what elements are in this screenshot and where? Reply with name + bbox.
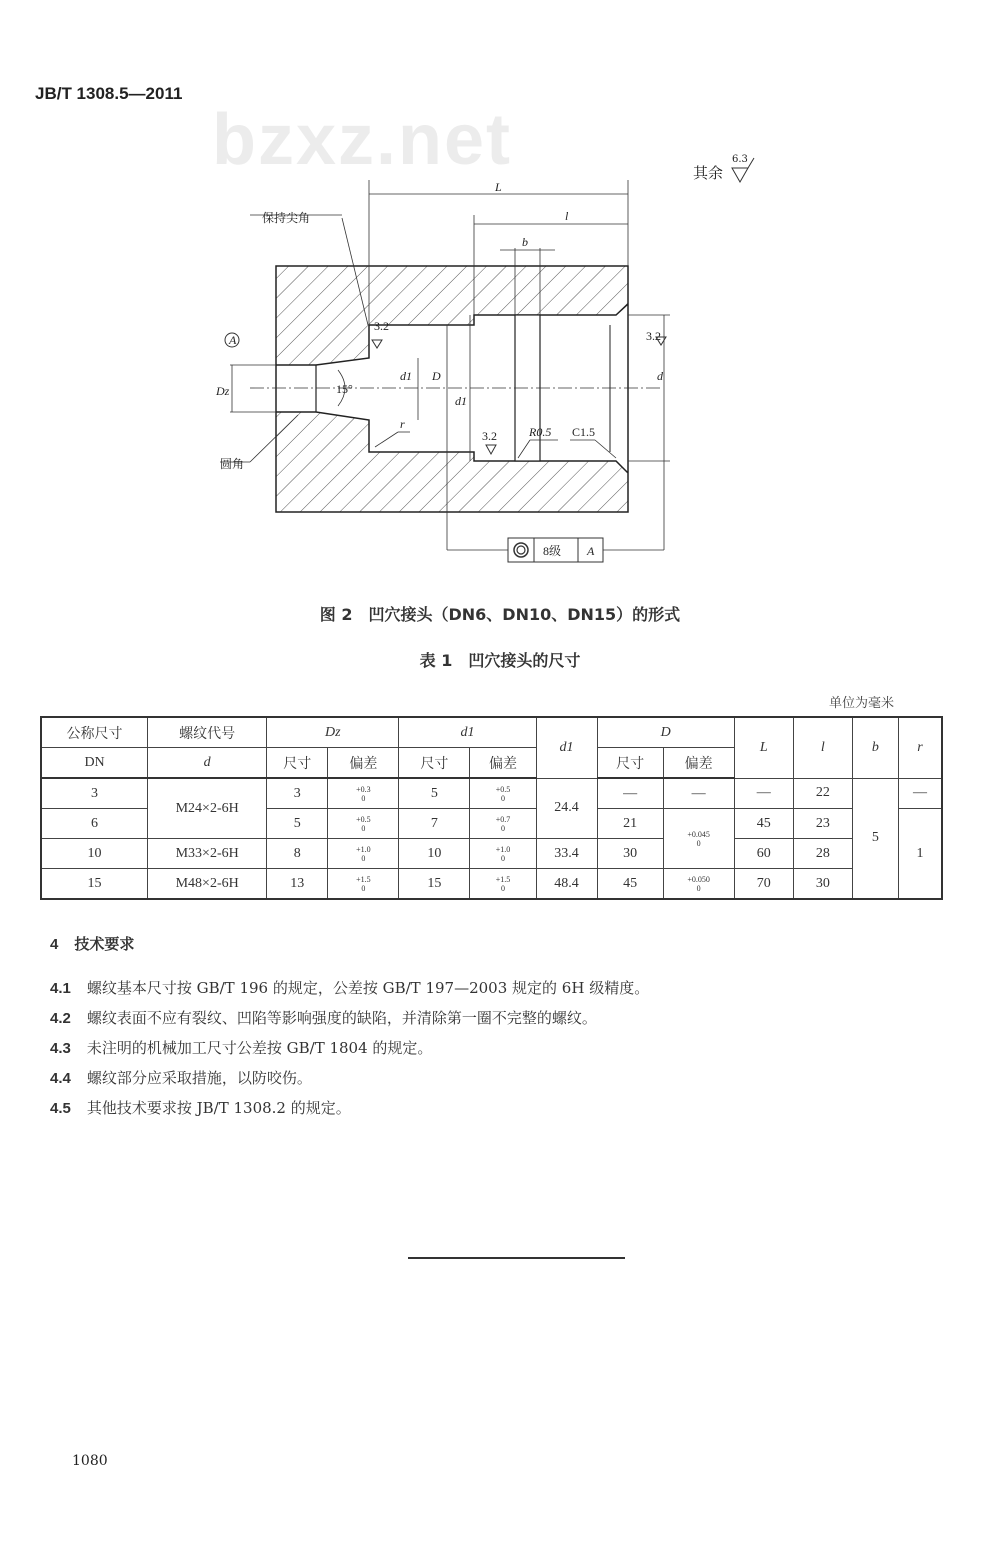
- standard-number: JB/T 1308.5—2011: [35, 84, 183, 103]
- cell: —: [663, 778, 734, 809]
- cell: 5: [852, 778, 898, 899]
- cell: 30: [597, 839, 663, 869]
- cell: 5: [267, 809, 328, 839]
- svg-text:6.3: 6.3: [732, 154, 748, 165]
- keep-sharp-note: 保持尖角: [262, 211, 311, 225]
- svg-text:A: A: [587, 544, 595, 558]
- datum-label: A: [229, 333, 237, 347]
- dim-angle: 15°: [336, 382, 353, 396]
- dim-d1: d1: [400, 369, 412, 383]
- cell: 15: [399, 869, 470, 900]
- cell: M48×2-6H: [148, 869, 267, 900]
- cell: 8: [267, 839, 328, 869]
- cell: 70: [734, 869, 793, 900]
- header-dev: 偏差: [328, 748, 399, 779]
- cell: +1.5 0: [328, 869, 399, 900]
- dim-C: C1.5: [572, 425, 596, 439]
- technical-drawing: [0, 0, 1000, 600]
- cell: —: [898, 778, 942, 809]
- table-row: [41, 869, 942, 900]
- header-dn-sub: DN: [41, 748, 148, 779]
- cell: +0.050 0: [663, 869, 734, 900]
- cell: M24×2-6H: [148, 778, 267, 839]
- cell: 30: [793, 869, 852, 900]
- cell: 3: [267, 778, 328, 809]
- dimension-table: [40, 716, 943, 900]
- dim-d: d: [657, 369, 663, 383]
- svg-text:其余: 其余: [693, 164, 724, 182]
- cell: 33.4: [536, 839, 597, 869]
- dim-L: L: [495, 180, 502, 194]
- dim-D: D: [432, 369, 441, 383]
- table-row: [41, 839, 942, 869]
- cell: 6: [41, 809, 148, 839]
- header-thread-sub: d: [148, 748, 267, 779]
- part-section: [250, 266, 660, 512]
- requirement-item: 4.3 未注明的机械加工尺寸公差按 GB/T 1804 的规定。: [50, 1039, 433, 1057]
- watermark: bzxz.net: [212, 100, 513, 180]
- cell: 21: [597, 809, 663, 839]
- svg-text:3.2: 3.2: [646, 329, 661, 343]
- header-size: 尺寸: [597, 748, 663, 779]
- cell: 28: [793, 839, 852, 869]
- roughness-symbol: [372, 319, 389, 348]
- requirement-item: 4.5 其他技术要求按 JB/T 1308.2 的规定。: [50, 1099, 351, 1117]
- cell: 1: [898, 809, 942, 900]
- cell: +0.7 0: [470, 809, 536, 839]
- dim-R: R0.5: [529, 425, 552, 439]
- cell: +0.5 0: [328, 809, 399, 839]
- table-unit: 单位为毫米: [828, 696, 894, 711]
- requirement-item: 4.1 螺纹基本尺寸按 GB/T 196 的规定，公差按 GB/T 197—2003 规定的 6H 级精度。: [50, 979, 650, 997]
- cell: M33×2-6H: [148, 839, 267, 869]
- figure-caption: 图 2 凹穴接头（DN6、DN10、DN15）的形式: [319, 605, 681, 624]
- svg-text:8级: 8级: [543, 544, 562, 558]
- cell: 60: [734, 839, 793, 869]
- roughness-symbol: [482, 429, 497, 454]
- cell: +0.045 0: [663, 809, 734, 869]
- header-dev: 偏差: [663, 748, 734, 779]
- cell: 7: [399, 809, 470, 839]
- header-dt: d1: [536, 717, 597, 778]
- cell: 45: [597, 869, 663, 900]
- cell: 22: [793, 778, 852, 809]
- header-thread: 螺纹代号: [148, 717, 267, 748]
- table-row: [41, 778, 942, 809]
- round-corner-note: 圆角: [220, 457, 245, 471]
- header-dev: 偏差: [470, 748, 536, 779]
- page-number: 1080: [72, 1453, 108, 1469]
- cell: 5: [399, 778, 470, 809]
- header-size: 尺寸: [267, 748, 328, 779]
- header-d1: d1: [399, 717, 536, 748]
- cell: 48.4: [536, 869, 597, 900]
- header-Dz: Dz: [267, 717, 399, 748]
- header-r: r: [898, 717, 942, 778]
- requirement-item: 4.4 螺纹部分应采取措施，以防咬伤。: [50, 1069, 312, 1087]
- dim-d1-thread: d1: [455, 394, 467, 408]
- cell: 23: [793, 809, 852, 839]
- requirement-item: 4.2 螺纹表面不应有裂纹、凹陷等影响强度的缺陷，并清除第一圈不完整的螺纹。: [50, 1009, 597, 1027]
- geometric-tolerance-frame: [508, 538, 603, 562]
- cell: 15: [41, 869, 148, 900]
- cell: +1.5 0: [470, 869, 536, 900]
- cell: 45: [734, 809, 793, 839]
- roughness-other: [693, 154, 754, 182]
- svg-text:3.2: 3.2: [374, 319, 389, 333]
- cell: 3: [41, 778, 148, 809]
- roughness-symbol: [646, 329, 666, 345]
- dim-b: b: [522, 235, 528, 249]
- cell: —: [734, 778, 793, 809]
- section-heading: 4 技术要求: [50, 935, 135, 953]
- header-b: b: [852, 717, 898, 778]
- header-l: l: [793, 717, 852, 778]
- dim-r: r: [400, 417, 405, 431]
- cell: +0.3 0: [328, 778, 399, 809]
- cell: 10: [399, 839, 470, 869]
- cell: 13: [267, 869, 328, 900]
- table-title: 表 1 凹穴接头的尺寸: [419, 651, 581, 670]
- cell: 10: [41, 839, 148, 869]
- cell: +1.0 0: [328, 839, 399, 869]
- cell: +1.0 0: [470, 839, 536, 869]
- header-size: 尺寸: [399, 748, 470, 779]
- cell: +0.5 0: [470, 778, 536, 809]
- svg-text:3.2: 3.2: [482, 429, 497, 443]
- header-L: L: [734, 717, 793, 778]
- header-D: D: [597, 717, 734, 748]
- end-rule: [408, 1257, 625, 1259]
- dim-Dz: Dz: [216, 384, 230, 398]
- cell: 24.4: [536, 778, 597, 839]
- dim-l: l: [565, 209, 569, 223]
- header-dn: 公称尺寸: [41, 717, 148, 748]
- cell: —: [597, 778, 663, 809]
